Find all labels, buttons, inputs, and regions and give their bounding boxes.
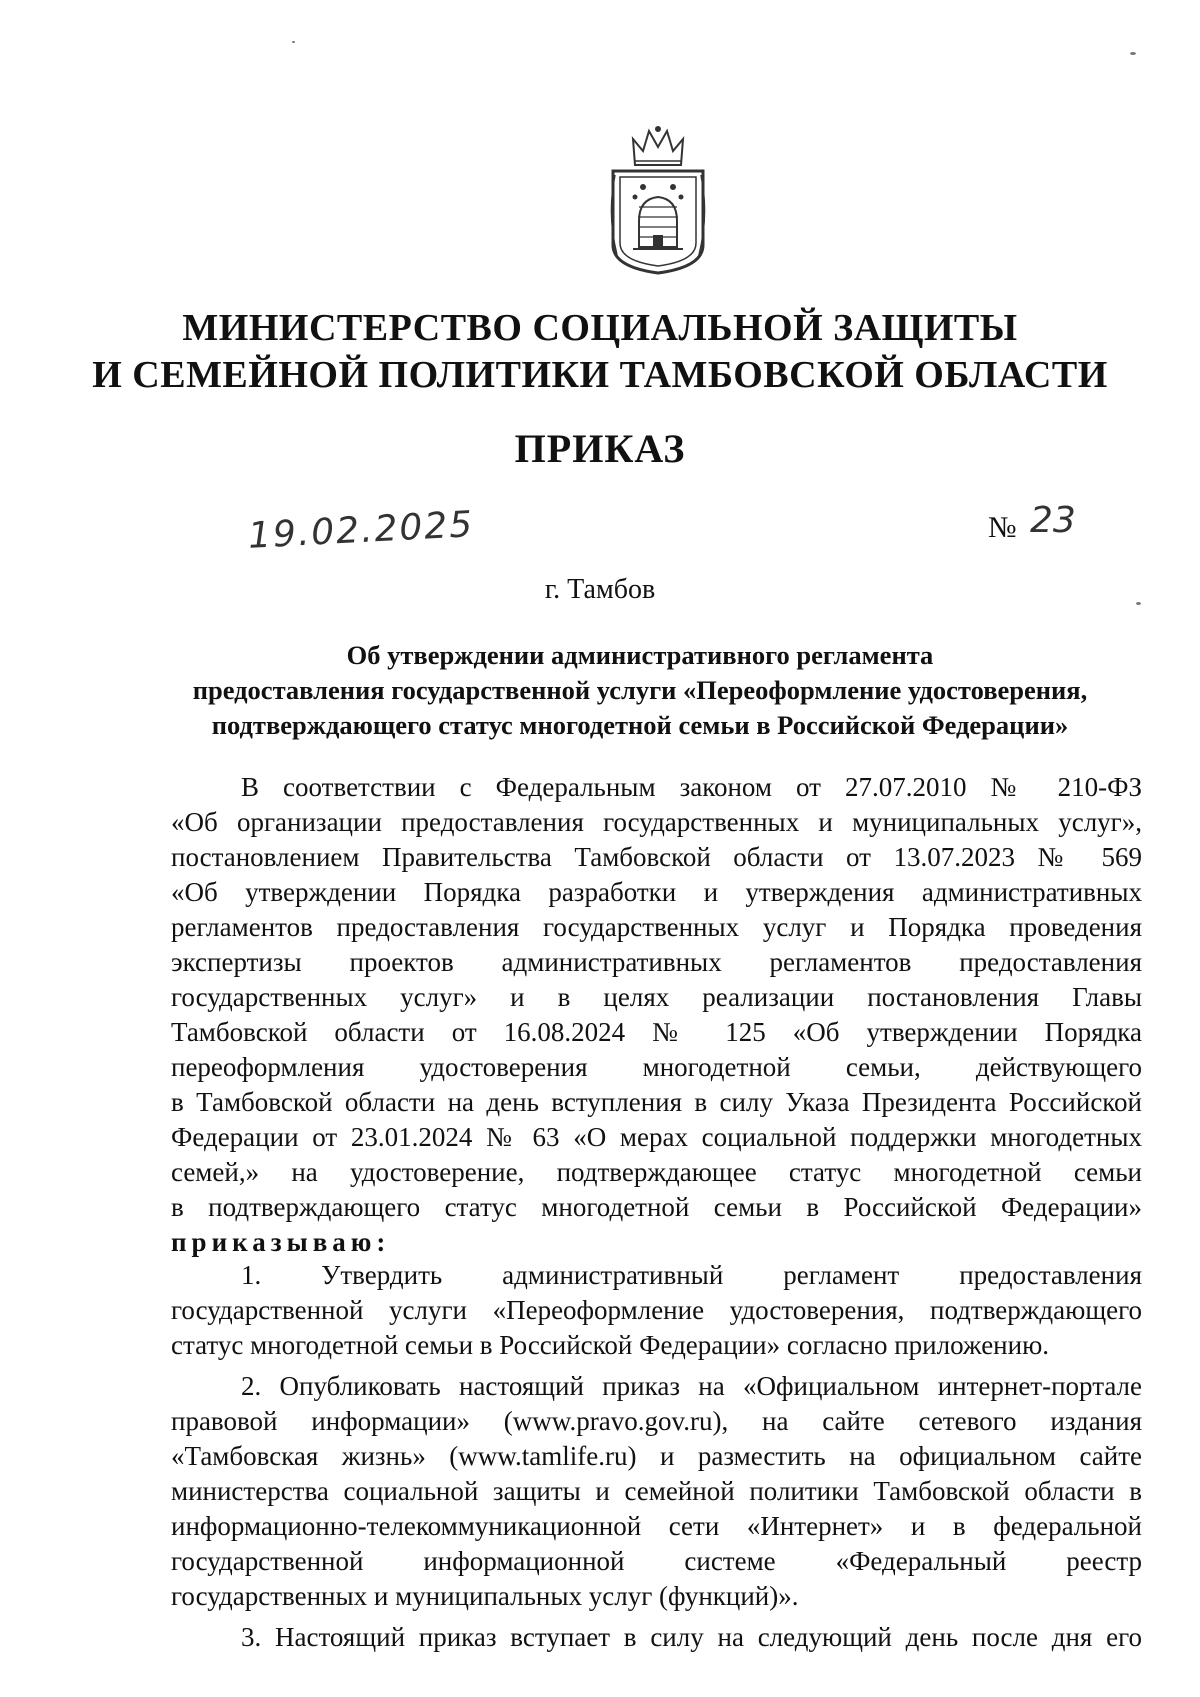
scan-speck: [1136, 602, 1141, 605]
body-line: переоформления удостоверения многодетной семьи, действующего: [171, 1052, 1142, 1082]
body-line: «Тамбовская жизнь» (www.tamlife.ru) и разместить на официальном сайте: [171, 1441, 1142, 1471]
subject-line: предоставления государственной услуги «Переоформление удостоверения,: [192, 675, 1088, 705]
body-line: В соответствии с Федеральным законом от 27.07.2010 № 210-ФЗ: [241, 772, 1142, 802]
body-line: государственных услуг» и в целях реализации постановления Главы: [171, 982, 1142, 1012]
body-line: «Об утверждении Порядка разработки и утверждения административных: [171, 877, 1142, 907]
body-line: в подтверждающего статус многодетной семьи в Российской Федерации»: [171, 1192, 1142, 1222]
city-line: г. Тамбов: [544, 574, 656, 605]
body-line: Тамбовской области от 16.08.2024 № 125 «Об утверждении Порядка: [171, 1017, 1142, 1047]
number-label: №: [988, 511, 1017, 544]
scan-speck: [1130, 52, 1136, 55]
body-line: 3. Настоящий приказ вступает в силу на следующий день после дня его: [241, 1622, 1142, 1652]
body-line: министерства социальной защиты и семейной политики Тамбовской области в: [171, 1476, 1142, 1506]
body-line: государственной услуги «Переоформление удостоверения, подтверждающего: [171, 1295, 1142, 1325]
body-line: в Тамбовской области на день вступления в силу Указа Президента Российской: [171, 1087, 1142, 1117]
handwritten-date: 19.02.2025: [247, 504, 476, 557]
body-line: Федерации от 23.01.2024 № 63 «О мерах социальной поддержки многодетных: [171, 1122, 1142, 1152]
body-line: «Об организации предоставления государственных и муниципальных услуг»,: [171, 807, 1142, 837]
order-word: приказываю:: [171, 1227, 391, 1257]
body-line: постановлением Правительства Тамбовской области от 13.07.2023 № 569: [171, 842, 1142, 872]
document-type-title: ПРИКАЗ: [514, 426, 686, 471]
body-line: правовой информации» (www.pravo.gov.ru), на сайте сетевого издания: [171, 1406, 1142, 1436]
subject-line: Об утверждении административного регламента: [346, 640, 934, 670]
handwritten-number: 23: [1030, 500, 1076, 541]
ministry-name-line-1: МИНИСТЕРСТВО СОЦИАЛЬНОЙ ЗАЩИТЫ: [182, 307, 1018, 349]
body-line: статус многодетной семьи в Российской Федерации» согласно приложению.: [171, 1330, 1050, 1360]
body-line: 2. Опубликовать настоящий приказ на «Официальном интернет-портале: [241, 1371, 1142, 1401]
body-line: семей,» на удостоверение, подтверждающее статус многодетной семьи: [171, 1157, 1142, 1187]
scan-speck: [292, 41, 295, 43]
coat-of-arms-icon: [605, 125, 711, 275]
body-line: информационно-телекоммуникационной сети «Интернет» и в федеральной: [171, 1511, 1142, 1541]
body-line: 1. Утвердить административный регламент предоставления: [241, 1260, 1142, 1290]
body-line: государственных и муниципальных услуг (функций)».: [171, 1581, 799, 1611]
body-line: государственной информационной системе «Федеральный реестр: [171, 1546, 1142, 1576]
ministry-name-line-2: И СЕМЕЙНОЙ ПОЛИТИКИ ТАМБОВСКОЙ ОБЛАСТИ: [92, 354, 1108, 396]
subject-line: подтверждающего статус многодетной семьи в Российской Федерации»: [211, 710, 1069, 740]
body-line: регламентов предоставления государственных услуг и Порядка проведения: [171, 912, 1142, 942]
body-line: экспертизы проектов административных регламентов предоставления: [171, 947, 1142, 977]
